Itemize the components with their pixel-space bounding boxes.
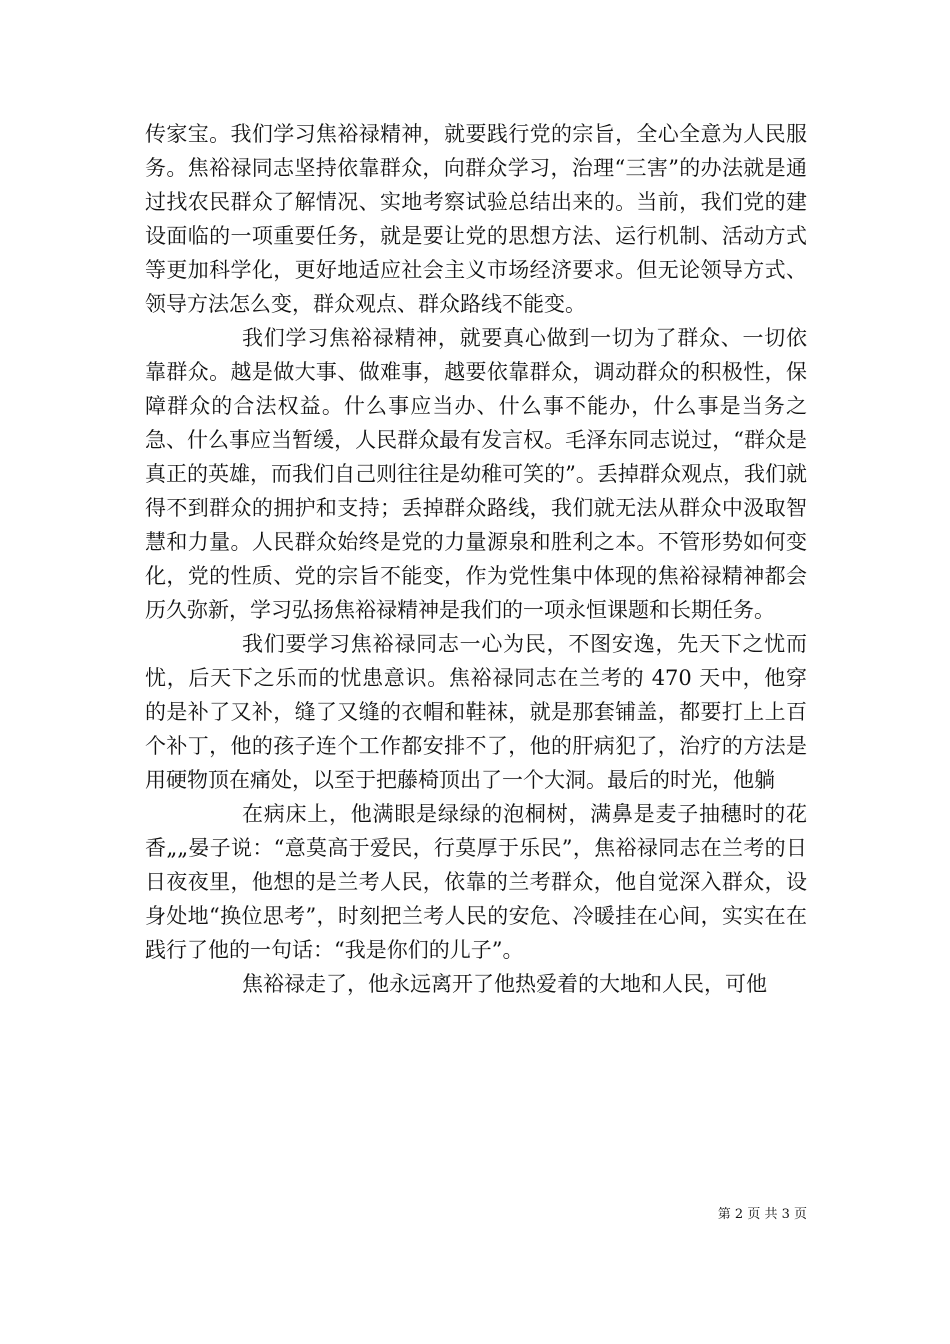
page-number-footer: 第 2 页 共 3 页 (717, 1207, 807, 1222)
paragraph-4: 在病床上，他满眼是绿绿的泡桐树，满鼻是麦子抽穗时的花香„„晏子说：“意莫高于爱民，行莫厚于乐民”，焦裕禄同志在兰考的日日夜夜里，他想的是兰考人民，依靠的兰考群众，他自觉深入群众，设身处地“换位思考”，时刻把兰考人民的安危、冷暖挂在心间，实实在在践行了他的一句话：“我是你们的儿子”。 (145, 802, 807, 962)
paragraph-3: 我们要学习焦裕禄同志一心为民，不图安逸，先天下之忧而忧，后天下之乐而的忧患意识。焦裕禄同志在兰考的 470 天中，他穿的是补了又补，缝了又缝的衣帽和鞋袜，就是那套铺盖，都要打上上百个补丁，他的孩子连个工作都安排不了，他的肝病犯了，治疗的方法是用硬物顶在痛处，以至于把藤椅顶出了一个大洞。最后的时光，他躺 (145, 632, 807, 792)
paragraph-2: 我们学习焦裕禄精神，就要真心做到一切为了群众、一切依靠群众。越是做大事、做难事，越要依靠群众，调动群众的积极性，保障群众的合法权益。什么事应当办、什么事不能办，什么事是当务之急、什么事应当暂缓，人民群众最有发言权。毛泽东同志说过，“群众是真正的英雄，而我们自己则往往是幼稚可笑的”。丢掉群众观点，我们就得不到群众的拥护和支持；丢掉群众路线，我们就无法从群众中汲取智慧和力量。人民群众始终是党的力量源泉和胜利之本。不管形势如何变化，党的性质、党的宗旨不能变，作为党性集中体现的焦裕禄精神都会历久弥新，学习弘扬焦裕禄精神是我们的一项永恒课题和长期任务。 (145, 326, 807, 622)
document-body (145, 117, 807, 1001)
paragraph-5: 焦裕禄走了，他永远离开了他热爱着的大地和人民，可他 (242, 972, 767, 996)
paragraph-1: 传家宝。我们学习焦裕禄精神，就要践行党的宗旨，全心全意为人民服务。焦裕禄同志坚持依靠群众，向群众学习，治理“三害”的办法就是通过找农民群众了解情况、实地考察试验总结出来的。当前，我们党的建设面临的一项重要任务，就是要让党的思想方法、运行机制、活动方式等更加科学化，更好地适应社会主义市场经济要求。但无论领导方式、领导方法怎么变，群众观点、群众路线不能变。 (145, 122, 807, 316)
